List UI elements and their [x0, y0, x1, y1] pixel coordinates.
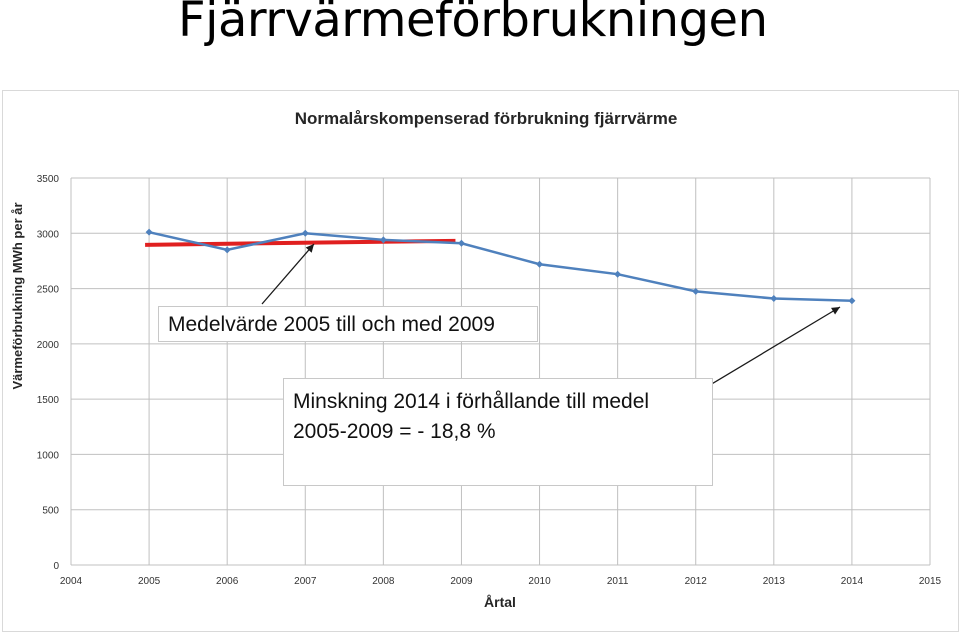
x-tick-label: 2008 [372, 576, 395, 587]
x-tick-label: 2012 [684, 576, 707, 587]
x-tick-label: 2014 [840, 576, 864, 587]
chart-title: Normalårskompenserad förbrukning fjärrvärme [294, 109, 678, 128]
x-tick-label: 2004 [59, 576, 83, 587]
x-tick-label: 2009 [450, 576, 473, 587]
y-tick-label: 3000 [36, 229, 59, 241]
annotation-reduction [283, 378, 713, 486]
data-point [146, 229, 153, 236]
arrow-to-2014-head [831, 307, 840, 315]
data-point [224, 246, 231, 253]
x-tick-label: 2015 [918, 576, 942, 587]
data-point [302, 230, 309, 237]
arrow-to-2014 [705, 307, 840, 388]
data-point [536, 261, 543, 268]
y-axis-ticks [37, 174, 60, 572]
y-tick-label: 2000 [36, 339, 59, 351]
x-tick-label: 2006 [216, 576, 239, 587]
series-layer [146, 229, 856, 305]
data-point [848, 297, 855, 304]
y-tick-label: 3500 [36, 174, 59, 185]
x-tick-label: 2010 [528, 576, 551, 587]
y-tick-label: 0 [53, 561, 59, 572]
y-tick-label: 1500 [36, 395, 59, 407]
x-tick-label: 2005 [137, 576, 161, 587]
y-axis-label: Värmeförbrukning MWh per år [10, 202, 25, 390]
x-tick-label: 2011 [606, 576, 629, 587]
annotation-reduction-line-1: Minskning 2014 i förhållande till medel [293, 390, 650, 413]
annotation-mean [158, 306, 538, 342]
x-tick-label: 2007 [294, 576, 317, 587]
data-point [458, 240, 465, 247]
data-point [770, 295, 777, 302]
x-axis-label: Årtal [484, 594, 516, 610]
annotation-reduction-line-2: 2005-2009 = - 18,8 % [293, 420, 496, 443]
x-tick-label: 2013 [762, 576, 785, 587]
y-tick-label: 500 [42, 505, 59, 517]
annotation-mean-text: Medelvärde 2005 till och med 2009 [168, 313, 495, 336]
data-point [614, 271, 621, 278]
x-axis-ticks [60, 576, 942, 587]
arrow-to-mean [262, 244, 314, 304]
slide-title: Fjärrvärmeförbrukningen [178, 0, 768, 48]
y-tick-label: 1000 [36, 450, 59, 462]
y-tick-label: 2500 [36, 284, 59, 296]
chart-grid [71, 178, 930, 565]
